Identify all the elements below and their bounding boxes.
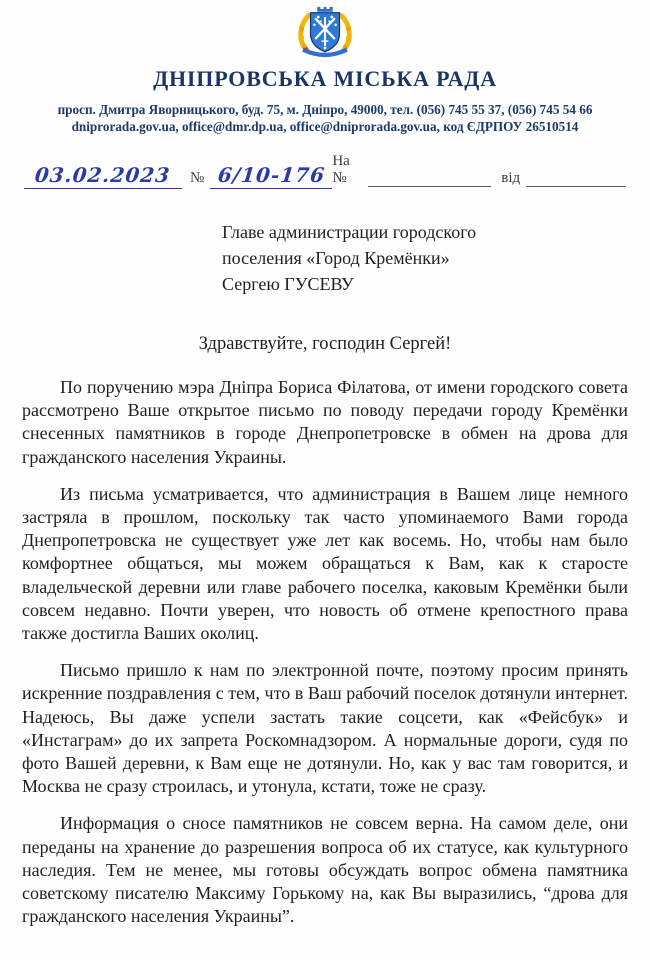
- letter-body: [22, 376, 628, 928]
- letterhead-address-line1: просп. Дмитра Яворницького, буд. 75, м. Дніпро, 49000, тел. (056) 745 55 37, (056) 745 54 66: [57, 102, 593, 117]
- addressee-line: Сергею ГУСЕВУ: [222, 274, 354, 294]
- paragraph: Из письма усматривается, что администрация в Вашем лице немного застряла в прошлом, поскольку так часто упоминаемого Вами города Днепропетровска не существует уже лет как восемь. Но, чтобы нам было комфортнее общаться, мы можем обращаться к Вам, как к старосте владельческой деревни или главе рабочего поселка, каковым Кремёнки были совсем недавно. Почти уверен, что новость об отмене крепостного права также достигла Ваших околиц.: [22, 483, 628, 644]
- incoming-date-blank-line: [526, 172, 626, 187]
- letterhead-address-line2: dniprorada.gov.ua, office@dmr.dp.ua, office@dniprorada.gov.ua, код ЄДРПОУ 26510514: [71, 119, 579, 134]
- incoming-date-label: від: [501, 170, 521, 186]
- addressee-block: [222, 219, 650, 297]
- outgoing-number-line: [210, 163, 332, 189]
- incoming-reference: [332, 153, 626, 189]
- addressee-line: Главе администрации городского: [222, 222, 477, 242]
- paragraph: Письмо пришло к нам по электронной почте, поэтому просим принять искренние поздравления с тем, что в Ваш рабочий поселок дотянули интернет. Надеюсь, Вы даже успели застать такие соцсети, как «Фейсбук» и «Инстаграм» до их запрета Роскомнадзором. А нормальные дороги, судя по фото Вашей деревни, к Вам еще не дотянули. Но, как у вас там говорится, и Москва не сразу строилась, и утонула, кстати, тоже не сразу.: [22, 660, 628, 797]
- letterhead: [0, 0, 650, 135]
- outgoing-date-line: [24, 163, 182, 189]
- outgoing-number-handwritten: 6/10-176: [216, 163, 327, 187]
- addressee-line: поселения «Город Кремёнки»: [222, 248, 450, 268]
- outgoing-reference: [24, 163, 332, 189]
- reference-row: [24, 153, 626, 189]
- greeting: Здравствуйте, господин Сергей!: [198, 334, 452, 354]
- incoming-number-label: На №: [332, 153, 350, 186]
- org-name: ДНІПРОВСЬКА МІСЬКА РАДА: [153, 66, 497, 91]
- city-coat-of-arms-icon: [0, 4, 650, 60]
- incoming-number-blank-line: [368, 172, 491, 187]
- number-sign-label: №: [190, 170, 205, 186]
- paragraph: Информация о сносе памятников не совсем верна. На самом деле, они переданы на хранение до разрешения вопроса об их статусе, как культурного наследия. Тем не менее, мы готовы обсуждать вопрос обмена памятника советскому писателю Максиму Горькому на, как Вы выразились, “дрова для гражданского населения Украины”.: [22, 813, 628, 927]
- outgoing-date-handwritten: 03.02.2023: [34, 163, 172, 187]
- paragraph: По поручению мэра Дніпра Бориса Філатова, от имени городского совета рассмотрено Ваше открытое письмо по поводу передачи городу Кремёнки снесенных памятников в городе Днепропетровске в обмен на дрова для гражданского населения Украины.: [22, 377, 628, 467]
